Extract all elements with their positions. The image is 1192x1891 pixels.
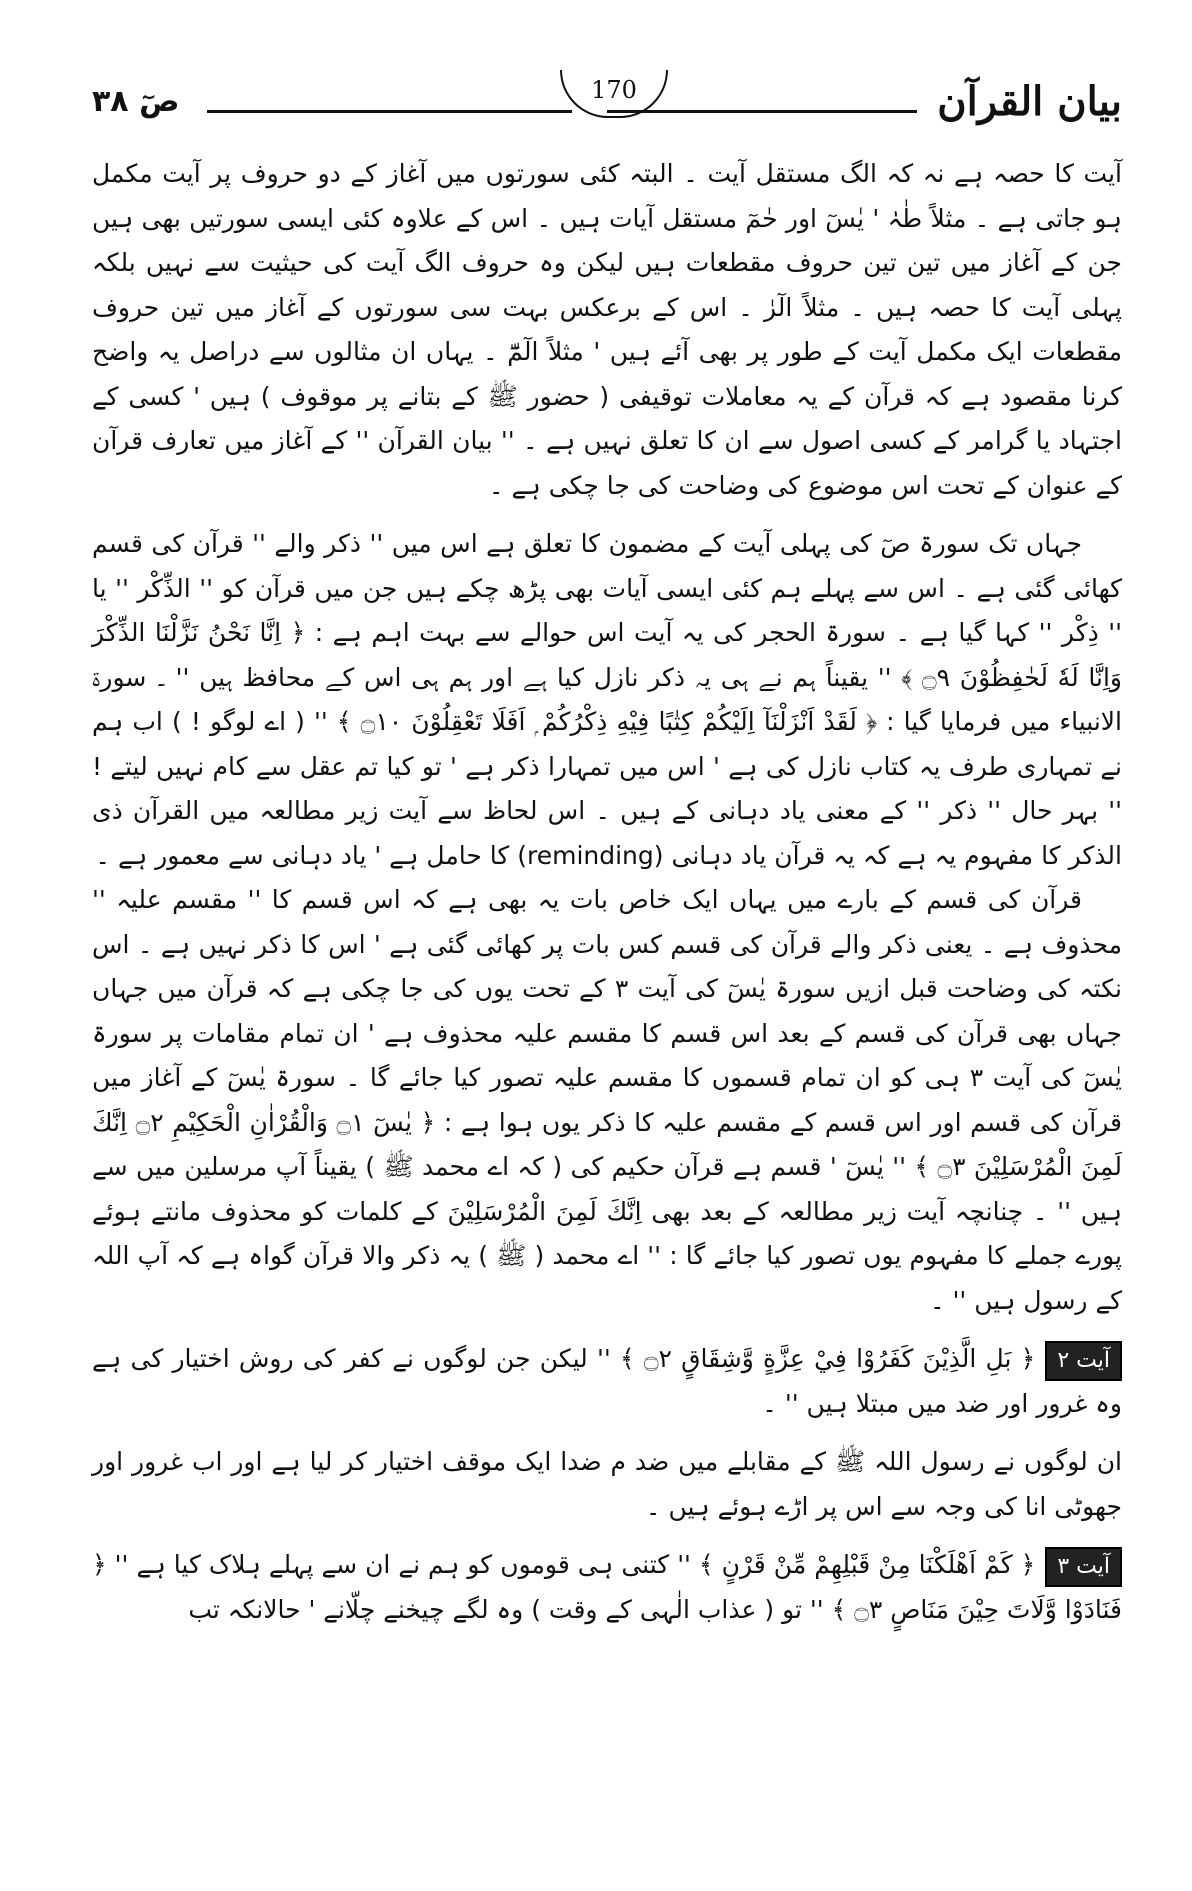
header-rule-right	[607, 110, 917, 113]
paragraph-2: جہاں تک سورۃ صٓ کی پہلی آیت کے مضمون کا تعلق ہے اس میں '' ذکر والے '' قرآن کی قسم کھائی گئی ہے ۔ اس سے پہلے ہم کئی ایسی آیات بھی پڑھ چکے ہیں جن میں قرآن کو '' الذِّكْر '' یا '' ذِكْر '' کہا گیا ہے ۔ سورۃ الحجر کی یہ آیت اس حوالے سے بہت اہم ہے : ﴿ اِنَّا نَحْنُ نَزَّلْنَا الذِّكْرَ وَاِنَّا لَهٗ لَحٰفِظُوْنَ ۝۹ ﴾ '' یقیناً ہم نے ہی یہ ذکر نازل کیا ہے اور ہم ہی اس کے محافظ ہیں '' ۔ سورۃ الانبیاء میں فرمایا گیا : ﴿ لَقَدْ اَنْزَلْنَآ اِلَيْكُمْ كِتٰبًا فِيْهِ ذِكْرُكُمْ ۭ اَفَلَا تَعْقِلُوْنَ ۝۱۰ ﴾ '' ( اے لوگو ! ) اب ہم نے تمہاری طرف یہ کتاب نازل کی ہے ' اس میں تمہارا ذکر ہے ' تو کیا تم عقل سے کام نہیں لیتے ! '' بہر حال '' ذکر '' کے معنی یاد دہانی کے ہیں ۔ اس لحاظ سے آیت زیر مطالعہ میں القرآن ذی الذکر کا مفہوم یہ ہے کہ یہ قرآن یاد دہانی (reminding) کا حامل ہے ' یاد دہانی سے معمور ہے ۔	[92, 529, 1123, 870]
book-title: بیان القرآن	[937, 78, 1122, 125]
paragraph-3: قرآن کی قسم کے بارے میں یہاں ایک خاص بات یہ بھی ہے کہ اس قسم کا '' مقسم علیہ '' محذوف ہے ۔ یعنی ذکر والے قرآن کی قسم کس بات پر کھائی گئی ہے ' اس کا ذکر نہیں ہے ۔ اس نکتہ کی وضاحت قبل ازیں سورۃ یٰسٓ کی آیت ۳ کے تحت یوں کی جا چکی ہے کہ قرآن میں جہاں جہاں بھی قرآن کی قسم کے بعد اس قسم کا مقسم علیہ محذوف ہے ' ان تمام مقامات پر سورۃ یٰسٓ کی آیت ۳ ہی کو ان تمام قسموں کا مقسم علیہ تصور کیا جائے گا ۔ سورۃ یٰسٓ کے آغاز میں قرآن کی قسم اور اس قسم کے مقسم علیہ کا ذکر یوں ہوا ہے : ﴿ یٰسٓ ۝۱ وَالْقُرْاٰنِ الْحَكِيْمِ ۝۲ اِنَّكَ لَمِنَ الْمُرْسَلِيْنَ ۝۳ ﴾ '' یٰسٓ ' قسم ہے قرآن حکیم کی ( کہ اے محمد ﷺ ) یقیناً آپ مرسلین میں سے ہیں '' ۔ چنانچہ آیت زیر مطالعہ کے بعد بھی اِنَّكَ لَمِنَ الْمُرْسَلِيْنَ کے کلمات کو محذوف مانتے ہوئے پورے جملے کا مفہوم یوں تصور کیا جائے گا : '' اے محمد ( ﷺ ) یہ ذکر والا قرآن گواہ ہے کہ آپ اللہ کے رسول ہیں '' ۔	[92, 885, 1122, 1315]
page-body	[92, 152, 1122, 1632]
ayah-2-commentary: ان لوگوں نے رسول اللہ ﷺ کے مقابلے میں ضد م ضدا ایک موقف اختیار کر لیا ہے اور اب غرور اور جھوٹی انا کی وجہ سے اس پر اڑے ہوئے ہیں ۔	[92, 1447, 1122, 1521]
paragraph-1: آیت کا حصہ ہے نہ کہ الگ مستقل آیت ۔ البتہ کئی سورتوں میں آغاز کے دو حروف پر آیت مکمل ہو جاتی ہے ۔ مثلاً طٰہٰ ' یٰسٓ اور حٰمٓ مستقل آیات ہیں ۔ اس کے علاوہ کئی ایسی سورتیں بھی ہیں جن کے آغاز میں تین تین حروف مقطعات ہیں لیکن وہ حروف الگ آیت کی حیثیت سے نہیں بلکہ پہلی آیت کا حصہ ہیں ۔ مثلاً الٓرٰ ۔ اس کے برعکس بہت سی سورتوں کے آغاز میں تین حروف مقطعات ایک مکمل آیت کے طور پر بھی آئے ہیں ' مثلاً الٓمّٓ ۔ یہاں ان مثالوں سے دراصل یہ واضح کرنا مقصود ہے کہ قرآن کے یہ معاملات توقیفی ( حضور ﷺ کے بتانے پر موقوف ) ہیں ' کسی کے اجتہاد یا گرامر کے کسی اصول سے ان کا تعلق نہیں ہے ۔ '' بیان القرآن '' کے آغاز میں تعارف قرآن کے عنوان کے تحت اس موضوع کی وضاحت کی جا چکی ہے ۔	[92, 159, 1122, 500]
header-rule-left	[207, 110, 572, 113]
ayah-2-block	[92, 1337, 1122, 1529]
ayah-3-label: آیت ۳	[1045, 1547, 1122, 1587]
ayah-2-label: آیت ۲	[1045, 1341, 1122, 1381]
ayah-3-block	[92, 1543, 1122, 1632]
page-number: 170	[591, 76, 637, 104]
running-header	[92, 70, 1122, 130]
ayah-3-text: ﴿ كَمْ اَهْلَكْنَا مِنْ قَبْلِهِمْ مِّنْ قَرْنٍ ﴾ '' کتنی ہی قوموں کو ہم نے ان سے پہلے ہلاک کیا ہے '' ﴿ فَنَادَوْا وَّلَاتَ حِيْنَ مَنَاصٍ ۝۳ ﴾ '' تو ( عذاب الٰہی کے وقت ) وہ لگے چیخنے چلّانے ' حالانکہ تب	[92, 1550, 1122, 1624]
surah-reference: صٓ ۳۸	[92, 84, 180, 119]
page	[92, 70, 1122, 1860]
ayah-2-text: ﴿ بَلِ الَّذِيْنَ كَفَرُوْا فِيْ عِزَّةٍ وَّشِقَاقٍ ۝۲ ﴾ '' لیکن جن لوگوں نے کفر کی روش اختیار کی ہے وہ غرور اور ضد میں مبتلا ہیں '' ۔	[92, 1344, 1122, 1418]
